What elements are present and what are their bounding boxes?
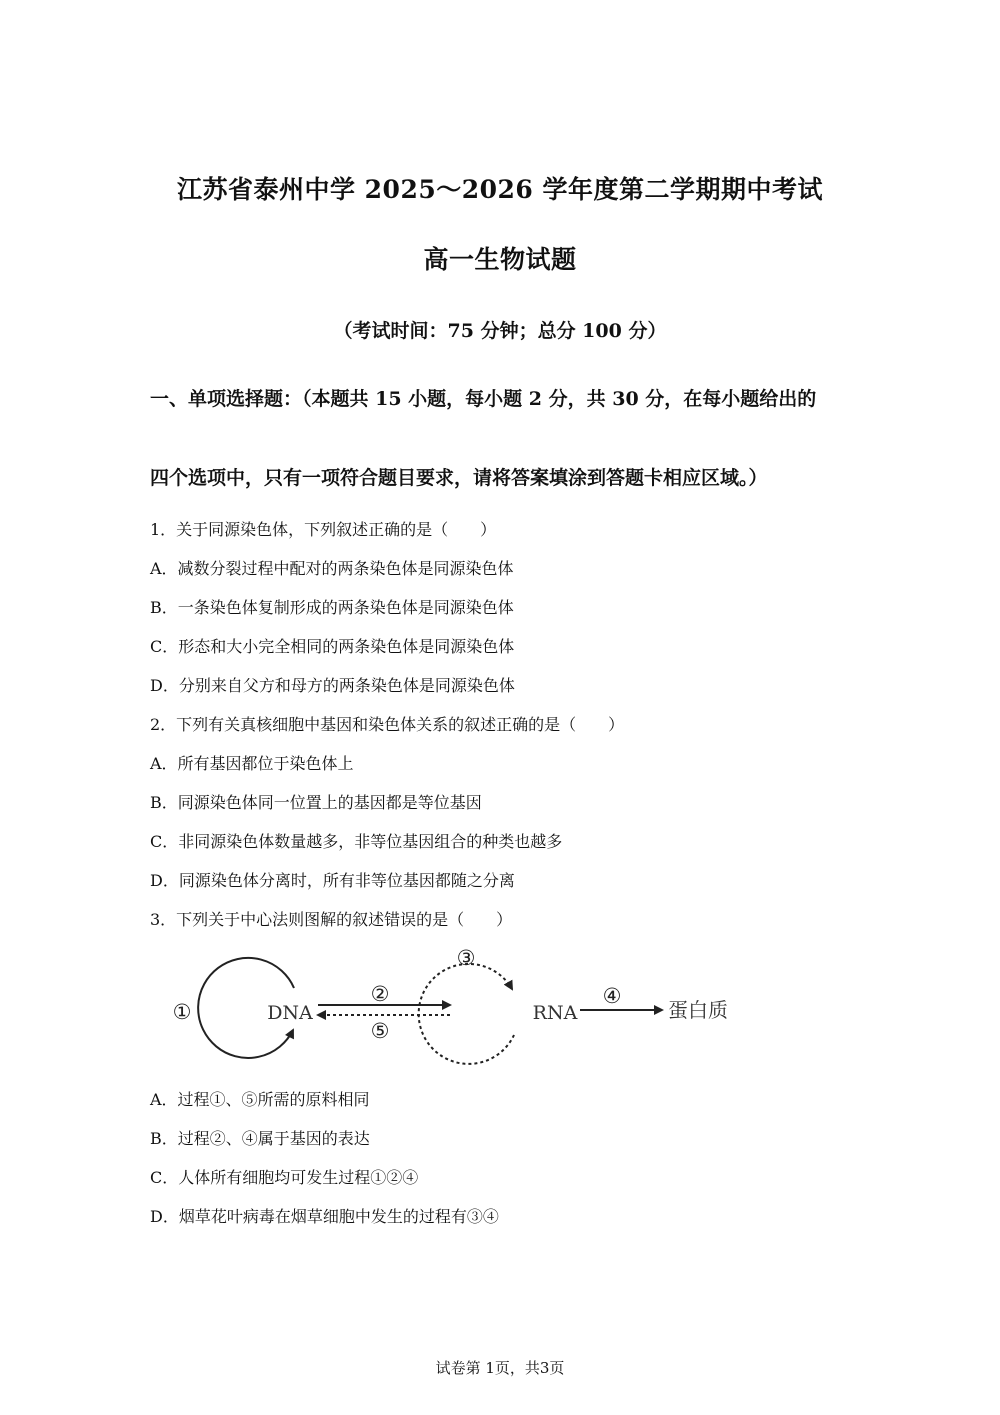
- rna-label: RNA: [532, 1002, 578, 1024]
- exam-title: 江苏省泰州中学 2025～2026 学年度第二学期期中考试: [176, 175, 824, 204]
- question-3-option-d: D．烟草花叶病毒在烟草细胞中发生的过程有③④: [150, 1207, 499, 1226]
- question-2-option-d: D．同源染色体分离时，所有非等位基因都随之分离: [150, 871, 515, 890]
- question-3-stem: 3．下列关于中心法则图解的叙述错误的是（ ）: [150, 910, 513, 929]
- page-footer: 试卷第 1页，共3页: [435, 1359, 565, 1377]
- subject-title: 高一生物试题: [423, 245, 577, 274]
- exam-info: （考试时间：75 分钟；总分 100 分）: [333, 320, 667, 342]
- question-2-option-a: A．所有基因都位于染色体上: [150, 754, 354, 773]
- question-3-option-b: B．过程②、④属于基因的表达: [150, 1129, 370, 1148]
- process-1-label: ①: [172, 1000, 192, 1024]
- dna-label: DNA: [267, 1002, 313, 1024]
- process-3-label: ③: [456, 946, 476, 970]
- process-5-label: ⑤: [370, 1019, 390, 1043]
- question-2-stem: 2．下列有关真核细胞中基因和染色体关系的叙述正确的是（ ）: [150, 715, 625, 734]
- question-1-option-c: C．形态和大小完全相同的两条染色体是同源染色体: [150, 637, 515, 656]
- question-1-option-b: B．一条染色体复制形成的两条染色体是同源染色体: [150, 598, 514, 617]
- section-heading-line-1: 一、单项选择题：（本题共 15 小题，每小题 2 分，共 30 分，在每小题给出的: [150, 388, 817, 410]
- section-heading-line-2: 四个选项中，只有一项符合题目要求，请将答案填涂到答题卡相应区域。）: [150, 467, 768, 489]
- question-1-stem: 1．关于同源染色体，下列叙述正确的是（ ）: [150, 520, 497, 539]
- question-2-option-b: B．同源染色体同一位置上的基因都是等位基因: [150, 793, 482, 812]
- question-3-option-a: A．过程①、⑤所需的原料相同: [150, 1090, 370, 1109]
- rna-replication-loop-arrow: [419, 964, 514, 1064]
- question-1-option-a: A．减数分裂过程中配对的两条染色体是同源染色体: [150, 559, 514, 578]
- question-1-option-d: D．分别来自父方和母方的两条染色体是同源染色体: [150, 676, 515, 695]
- question-2-option-c: C．非同源染色体数量越多，非等位基因组合的种类也越多: [150, 832, 563, 851]
- process-2-label: ②: [370, 982, 390, 1006]
- protein-label: 蛋白质: [668, 998, 728, 1022]
- question-3-option-c: C．人体所有细胞均可发生过程①②④: [150, 1168, 419, 1187]
- process-4-label: ④: [602, 984, 622, 1008]
- central-dogma-diagram: [0, 935, 1000, 1075]
